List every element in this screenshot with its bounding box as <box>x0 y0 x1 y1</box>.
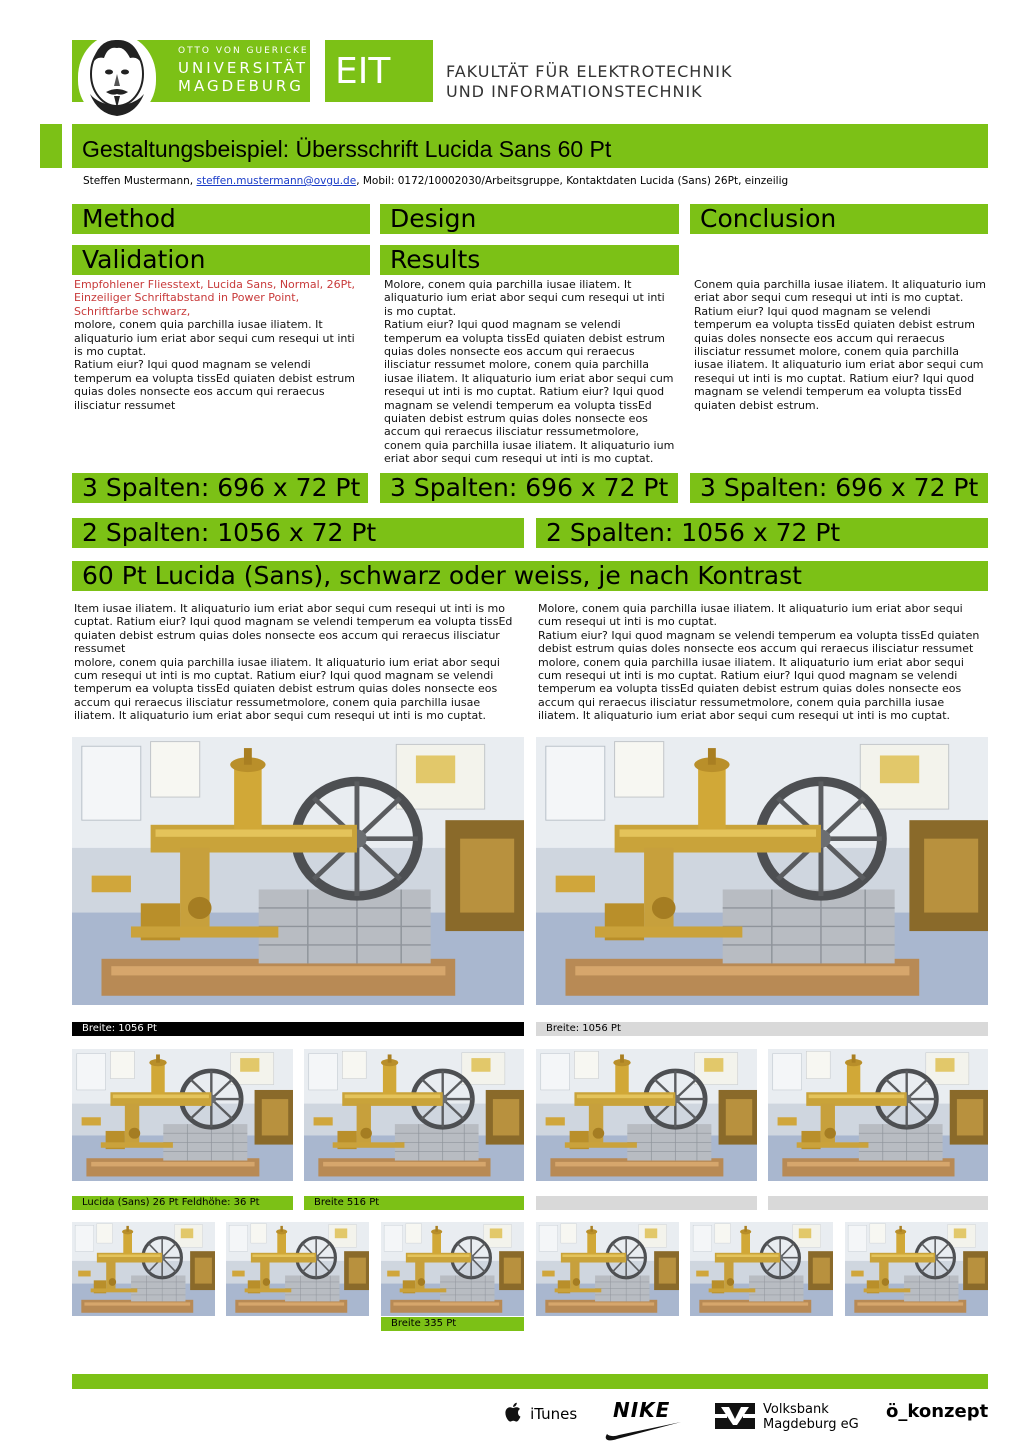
apple-icon <box>505 1402 521 1426</box>
steam-engine-photo-small-2 <box>226 1222 369 1316</box>
steam-engine-photo-medium-4 <box>768 1049 988 1181</box>
steam-engine-photo-large-right <box>536 737 988 1005</box>
university-line-1: OTTO VON GUERICKE <box>178 46 309 56</box>
column-3-text <box>694 278 986 412</box>
three-col-bar-1: 3 Spalten: 696 x 72 Pt <box>72 473 368 503</box>
heading-method: Method <box>72 204 370 234</box>
column-2-paragraph-2: Ratium eiur? Iqui quod magnam se velendi temperum ea volupta tissEd quiaten debist estrum quias doles nonsecte eos accum qui reraecus ilisciatur ressumet molore, conem quia parchilla iusae iliatem. It aliquaturio ium eriat abor sequi cum resequi ut inti is mo cuptat. Ratium eiur? Iqui quod magnam se velendi temperum ea volupta tissEd quiaten debist estrum quias doles nonsecte eos accum qui reraecus ilisciatur ressumetmolore, conem quia parchilla iusae iliatem. It aliquaturio ium eriat abor sequi cum resequi ut inti is mo cuptat. <box>384 318 675 466</box>
column-2-paragraph-1: Molore, conem quia parchilla iusae iliatem. It aliquaturio ium eriat abor sequi cum resequi ut inti is mo cuptat. <box>384 278 665 318</box>
full-width-bar: 60 Pt Lucida (Sans), schwarz oder weiss, je nach Kontrast <box>72 561 988 591</box>
column-1-red-note: Empfohlener Fliesstext, Lucida Sans, Normal, 26Pt, Einzeiliger Schriftabstand in Power Point, Schriftfarbe schwarz, <box>74 278 356 318</box>
title-bar <box>72 124 988 168</box>
column-1-paragraph-1: molore, conem quia parchilla iusae iliatem. It aliquaturio ium eriat abor sequi cum resequi ut inti is mo cuptat. <box>74 318 355 359</box>
caption-large-left: Breite: 1056 Pt <box>72 1022 524 1036</box>
lower-left-paragraph-1: Item iusae iliatem. It aliquaturio ium eriat abor sequi cum resequi ut inti is mo cuptat. Ratium eiur? Iqui quod magnam se velendi temperum ea volupta tissEd quiaten debist estrum quias doles nonsecte eos accum qui reraecus ilisciatur ressumet <box>74 602 513 656</box>
steam-engine-photo-small-1 <box>72 1222 215 1316</box>
itunes-logo <box>505 1402 577 1428</box>
heading-conclusion: Conclusion <box>690 204 988 234</box>
university-line-3: MAGDEBURG <box>178 77 304 95</box>
university-logo-box <box>72 40 310 102</box>
column-3-paragraph-2: Ratium eiur? Iqui quod magnam se velendi temperum ea volupta tissEd quiaten debist estrum quias doles nonsecte eos accum qui reraecus ilisciatur ressumet molore, conem quia parchilla iusae iliatem. It aliquaturio ium eriat abor sequi cum resequi ut inti is mo cuptat. Ratium eiur? Iqui quod magnam se velendi temperum ea volupta tissEd quiaten debist estrum. <box>694 304 984 412</box>
column-3-paragraph-1: Conem quia parchilla iusae iliatem. It aliquaturio ium eriat abor sequi cum resequi ut inti is mo cuptat. <box>694 278 986 305</box>
university-portrait-logo <box>78 34 156 120</box>
lower-left-paragraph-2: molore, conem quia parchilla iusae iliatem. It aliquaturio ium eriat abor sequi cum resequi ut inti is mo cuptat. Ratium eiur? Iqui quod magnam se velendi temperum ea volupta tissEd quiaten debist estrum quias doles nonsecte eos accum qui reraecus ilisciatur ressumetmolore, conem quia parchilla iusae iliatem. It aliquaturio ium eriat abor sequi cum resequi ut inti is mo cuptat. <box>74 655 500 723</box>
two-col-bar-2: 2 Spalten: 1056 x 72 Pt <box>536 518 988 548</box>
author-contact: , Mobil: 0172/10002030/Arbeitsgruppe, Kontaktdaten Lucida (Sans) 26Pt, einzeilig <box>356 175 789 187</box>
university-line-2: UNIVERSITÄT <box>178 59 308 77</box>
faculty-short-box <box>325 40 433 102</box>
caption-medium-4 <box>768 1196 988 1210</box>
volksbank-line-2: Magdeburg eG <box>763 1417 859 1432</box>
caption-medium-2: Breite 516 Pt <box>304 1196 524 1210</box>
steam-engine-photo-small-4 <box>536 1222 679 1316</box>
caption-large-right: Breite: 1056 Pt <box>536 1022 988 1036</box>
caption-medium-3 <box>536 1196 757 1210</box>
caption-medium-1: Lucida (Sans) 26 Pt Feldhöhe: 36 Pt <box>72 1196 293 1210</box>
three-col-bar-3: 3 Spalten: 696 x 72 Pt <box>690 473 988 503</box>
steam-engine-photo-medium-1 <box>72 1049 293 1181</box>
column-1-text <box>74 278 364 412</box>
author-line <box>83 175 788 188</box>
steam-engine-photo-large-left <box>72 737 524 1005</box>
page-title: Gestaltungsbeispiel: Übersschrift Lucida Sans 60 Pt <box>82 136 612 162</box>
lower-left-text <box>74 602 522 723</box>
faculty-short: EIT <box>335 51 391 92</box>
heading-results: Results <box>380 245 679 275</box>
author-name: Steffen Mustermann, <box>83 175 197 187</box>
lower-right-paragraph-1: Molore, conem quia parchilla iusae iliatem. It aliquaturio ium eriat abor sequi cum resequi ut inti is mo cuptat. <box>538 602 963 629</box>
steam-engine-photo-medium-2 <box>304 1049 524 1181</box>
three-col-bar-2: 3 Spalten: 696 x 72 Pt <box>380 473 678 503</box>
steam-engine-photo-small-3 <box>381 1222 524 1316</box>
steam-engine-photo-medium-3 <box>536 1049 757 1181</box>
faculty-line-1: FAKULTÄT FÜR ELEKTROTECHNIK <box>446 62 733 81</box>
author-email-link[interactable]: steffen.mustermann@ovgu.de <box>196 175 357 187</box>
faculty-line-2: UND INFORMATIONSTECHNIK <box>446 82 703 101</box>
nike-logo <box>603 1398 683 1444</box>
footer-bar <box>72 1374 988 1389</box>
column-1-paragraph-2: Ratium eiur? Iqui quod magnam se velendi temperum ea volupta tissEd quiaten debist estrum quias doles nonsecte eos accum qui reraecus ilisciatur ressumet <box>74 358 355 412</box>
column-2-text <box>384 278 676 466</box>
nike-label: NIKE <box>613 1398 671 1422</box>
lower-right-paragraph-2: Ratium eiur? Iqui quod magnam se velendi temperum ea volupta tissEd quiaten debist estrum quias doles nonsecte eos accum qui reraecus ilisciatur ressumet molore, conem quia parchilla iusae iliatem. It aliquaturio ium eriat abor sequi cum resequi ut inti is mo cuptat. Ratium eiur? Iqui quod magnam se velendi temperum ea volupta tissEd quiaten debist estrum quias doles nonsecte eos accum qui reraecus ilisciatur ressumetmolore, conem quia parchilla iusae iliatem. It aliquaturio ium eriat abor sequi cum resequi ut inti is mo cuptat. <box>538 628 980 723</box>
lower-right-text <box>538 602 986 723</box>
volksbank-logo <box>715 1403 755 1429</box>
heading-validation: Validation <box>72 245 370 275</box>
two-col-bar-1: 2 Spalten: 1056 x 72 Pt <box>72 518 524 548</box>
steam-engine-photo-small-6 <box>845 1222 988 1316</box>
okonzept-logo: ö_konzept <box>886 1401 989 1422</box>
nike-swoosh-icon <box>603 1420 681 1442</box>
volksbank-line-1: Volksbank <box>763 1402 829 1417</box>
caption-small-3: Breite 335 Pt <box>381 1317 524 1331</box>
steam-engine-photo-small-5 <box>690 1222 833 1316</box>
heading-design: Design <box>380 204 679 234</box>
title-accent-block <box>40 124 62 168</box>
itunes-label: iTunes <box>530 1405 578 1423</box>
